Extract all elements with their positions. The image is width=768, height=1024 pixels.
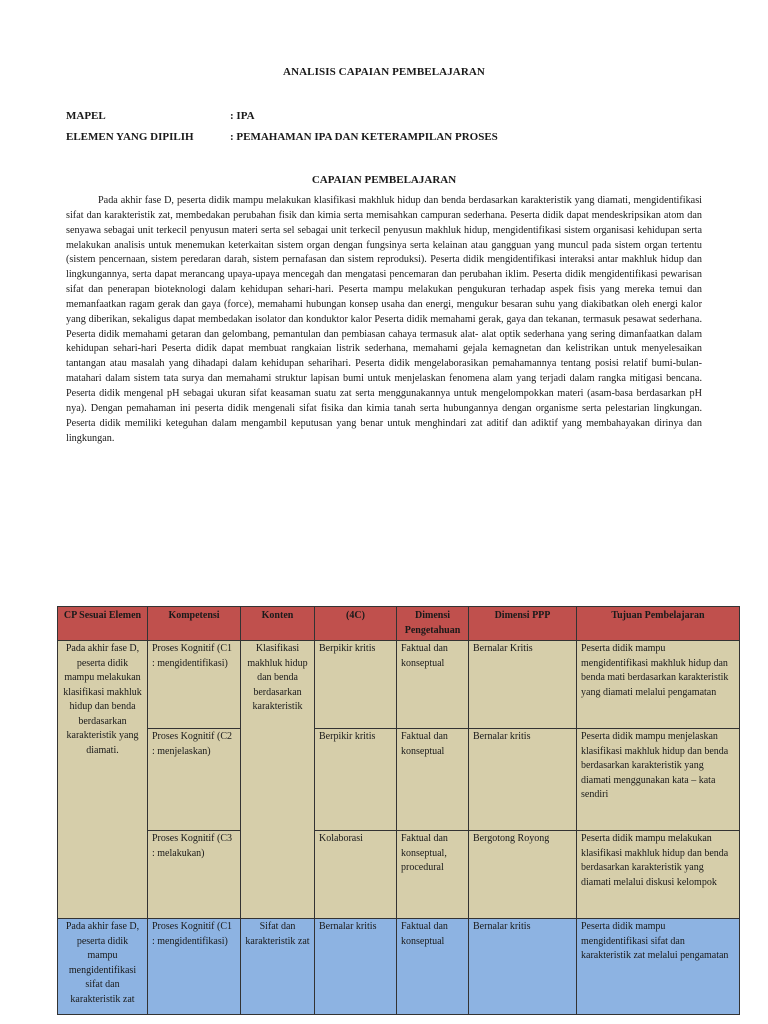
dimensi-ppp-cell: Bernalar kritis — [469, 919, 577, 1015]
cp-paragraph: Pada akhir fase D, peserta didik mampu melakukan klasifikasi makhluk hidup dan benda berdasarkan karakteristik yang diamati, mengidentifikasi sifat dan karakteristik zat, membedakan perubahan fisik dan kimia serta memisahkan campuran sederhana. Peserta didik dapat mendeskripsikan atom dan senyawa sebagai unit terkecil penyusun materi serta sel sebagai unit terkecil penyusun makhluk hidup, mengidentifikasi sistem organisasi kehidupan serta melakukan analisis untuk menemukan keterkaitan sistem organ dengan fungsinya serta kelainan atau gangguan yang muncul pada sistem organ tertentu (sistem pencernaan, sistem peredaran darah, sistem pernafasan dan sistem reproduksi). Peserta didik mengidentifikasi interaksi antar makhluk hidup dan lingkungannya, serta dapat merancang upaya-upaya mencegah dan mengatasi pencemaran dan perubahan iklim. Peserta didik mengidentifikasi pewarisan sifat dan penerapan bioteknologi dalam kehidupan sehari-hari. Peserta mampu melakukan pengukuran terhadap aspek fisis yang mereka temui dan memanfaatkan ragam gerak dan gaya (force), memahami hubungan konsep usaha dan energi, mengukur besaran suhu yang diakibatkan oleh energi kalor yang diberikan, sekaligus dapat membedakan isolator dan konduktor kalor Peserta didik memahami gerak, gaya dan tekanan, termasuk pesawat sederhana. Peserta didik memahami getaran dan gelombang, pemantulan dan pembiasan cahaya termasuk alat- alat optik sederhana yang sering dimanfaatkan dalam kehidupan sehari-hari Peserta didik dapat membuat rangkaian listrik sederhana, memahami gejala kemagnetan dan kelistrikan untuk menyelesaikan tantangan atau masalah yang dihadapi dalam kehidupan seharihari. Peserta didik mengelaborasikan pemahamannya tentang posisi relatif bumi-bulan-matahari dalam sistem tata surya dan memahami struktur lapisan bumi untuk menjelaskan fenomena alam yang terjadi dalam rangka mitigasi bencana. Peserta didik mengenal pH sebagai ukuran sifat keasaman suatu zat serta menggunakannya untuk mengelompokkan materi (asam-basa berdasarkan pH nya). Dengan pemahaman ini peserta didik mengenali sifat fisika dan kimia tanah serta hubungannya dengan organisme serta pelestarian lingkungan. Peserta didik memiliki keteguhan dalam mengambil keputusan yang benar untuk menghindari zat aditif dan adiktif yang membahayakan dirinya dan lingkungan. — [66, 195, 702, 444]
dimensi-ppp-cell: Bergotong Royong — [469, 831, 577, 919]
meta-row-mapel — [66, 110, 255, 122]
header-tujuan: Tujuan Pembelajaran — [577, 607, 740, 641]
kompetensi-cell: Proses Kognitif (C3 : melakukan) — [148, 831, 241, 919]
cp-cell: Pada akhir fase D, peserta didik mampu mengidentifikasi sifat dan karakteristik zat — [58, 919, 148, 1015]
header-konten: Konten — [241, 607, 315, 641]
cp-cell: Pada akhir fase D, peserta didik mampu melakukan klasifikasi makhluk hidup dan benda berdasarkan karakteristik yang diamati. — [58, 641, 148, 919]
meta-value: : IPA — [230, 110, 255, 122]
cp-analysis-table — [57, 606, 740, 1015]
dimensi-pengetahuan-cell: Faktual dan konseptual — [397, 641, 469, 729]
konten-cell: Sifat dan karakteristik zat — [241, 919, 315, 1015]
meta-row-elemen — [66, 131, 498, 143]
header-dimensi-pengetahuan: Dimensi Pengetahuan — [397, 607, 469, 641]
table-header-row — [58, 607, 740, 641]
dimensi-pengetahuan-cell: Faktual dan konseptual — [397, 919, 469, 1015]
section-title: CAPAIAN PEMBELAJARAN — [311, 174, 457, 186]
dimensi-pengetahuan-cell: Faktual dan konseptual, procedural — [397, 831, 469, 919]
tujuan-cell: Peserta didik mampu mengidentifikasi makhluk hidup dan benda mati berdasarkan karakteristik yang diamati melalui pengamatan — [577, 641, 740, 729]
dimensi-ppp-cell: Bernalar kritis — [469, 729, 577, 831]
dimensi-pengetahuan-cell: Faktual dan konseptual — [397, 729, 469, 831]
meta-label: MAPEL — [66, 110, 106, 122]
document-title: ANALISIS CAPAIAN PEMBELAJARAN — [283, 66, 485, 78]
table-row — [58, 641, 740, 729]
kompetensi-cell: Proses Kognitif (C1 : mengidentifikasi) — [148, 641, 241, 729]
fourc-cell: Kolaborasi — [315, 831, 397, 919]
tujuan-cell: Peserta didik mampu mengidentifikasi sifat dan karakteristik zat melalui pengamatan — [577, 919, 740, 1015]
meta-value: : PEMAHAMAN IPA DAN KETERAMPILAN PROSES — [230, 131, 498, 143]
fourc-cell: Berpikir kritis — [315, 641, 397, 729]
header-dimensi-ppp: Dimensi PPP — [469, 607, 577, 641]
konten-cell: Klasifikasi makhluk hidup dan benda berdasarkan karakteristik — [241, 641, 315, 919]
header-4c: (4C) — [315, 607, 397, 641]
table-row — [58, 831, 740, 919]
table-row — [58, 919, 740, 1015]
table-row — [58, 729, 740, 831]
kompetensi-cell: Proses Kognitif (C2 : menjelaskan) — [148, 729, 241, 831]
meta-label: ELEMEN YANG DIPILIH — [66, 131, 194, 143]
tujuan-cell: Peserta didik mampu melakukan klasifikasi makhluk hidup dan benda berdasarkan karakteristik yang diamati melalui diskusi kelompok — [577, 831, 740, 919]
fourc-cell: Bernalar kritis — [315, 919, 397, 1015]
header-cp: CP Sesuai Elemen — [58, 607, 148, 641]
dimensi-ppp-cell: Bernalar Kritis — [469, 641, 577, 729]
header-kompetensi: Kompetensi — [148, 607, 241, 641]
kompetensi-cell: Proses Kognitif (C1 : mengidentifikasi) — [148, 919, 241, 1015]
fourc-cell: Berpikir kritis — [315, 729, 397, 831]
tujuan-cell: Peserta didik mampu menjelaskan klasifikasi makhluk hidup dan benda berdasarkan karakteristik yang diamati menggunakan kata – kata sendiri — [577, 729, 740, 831]
